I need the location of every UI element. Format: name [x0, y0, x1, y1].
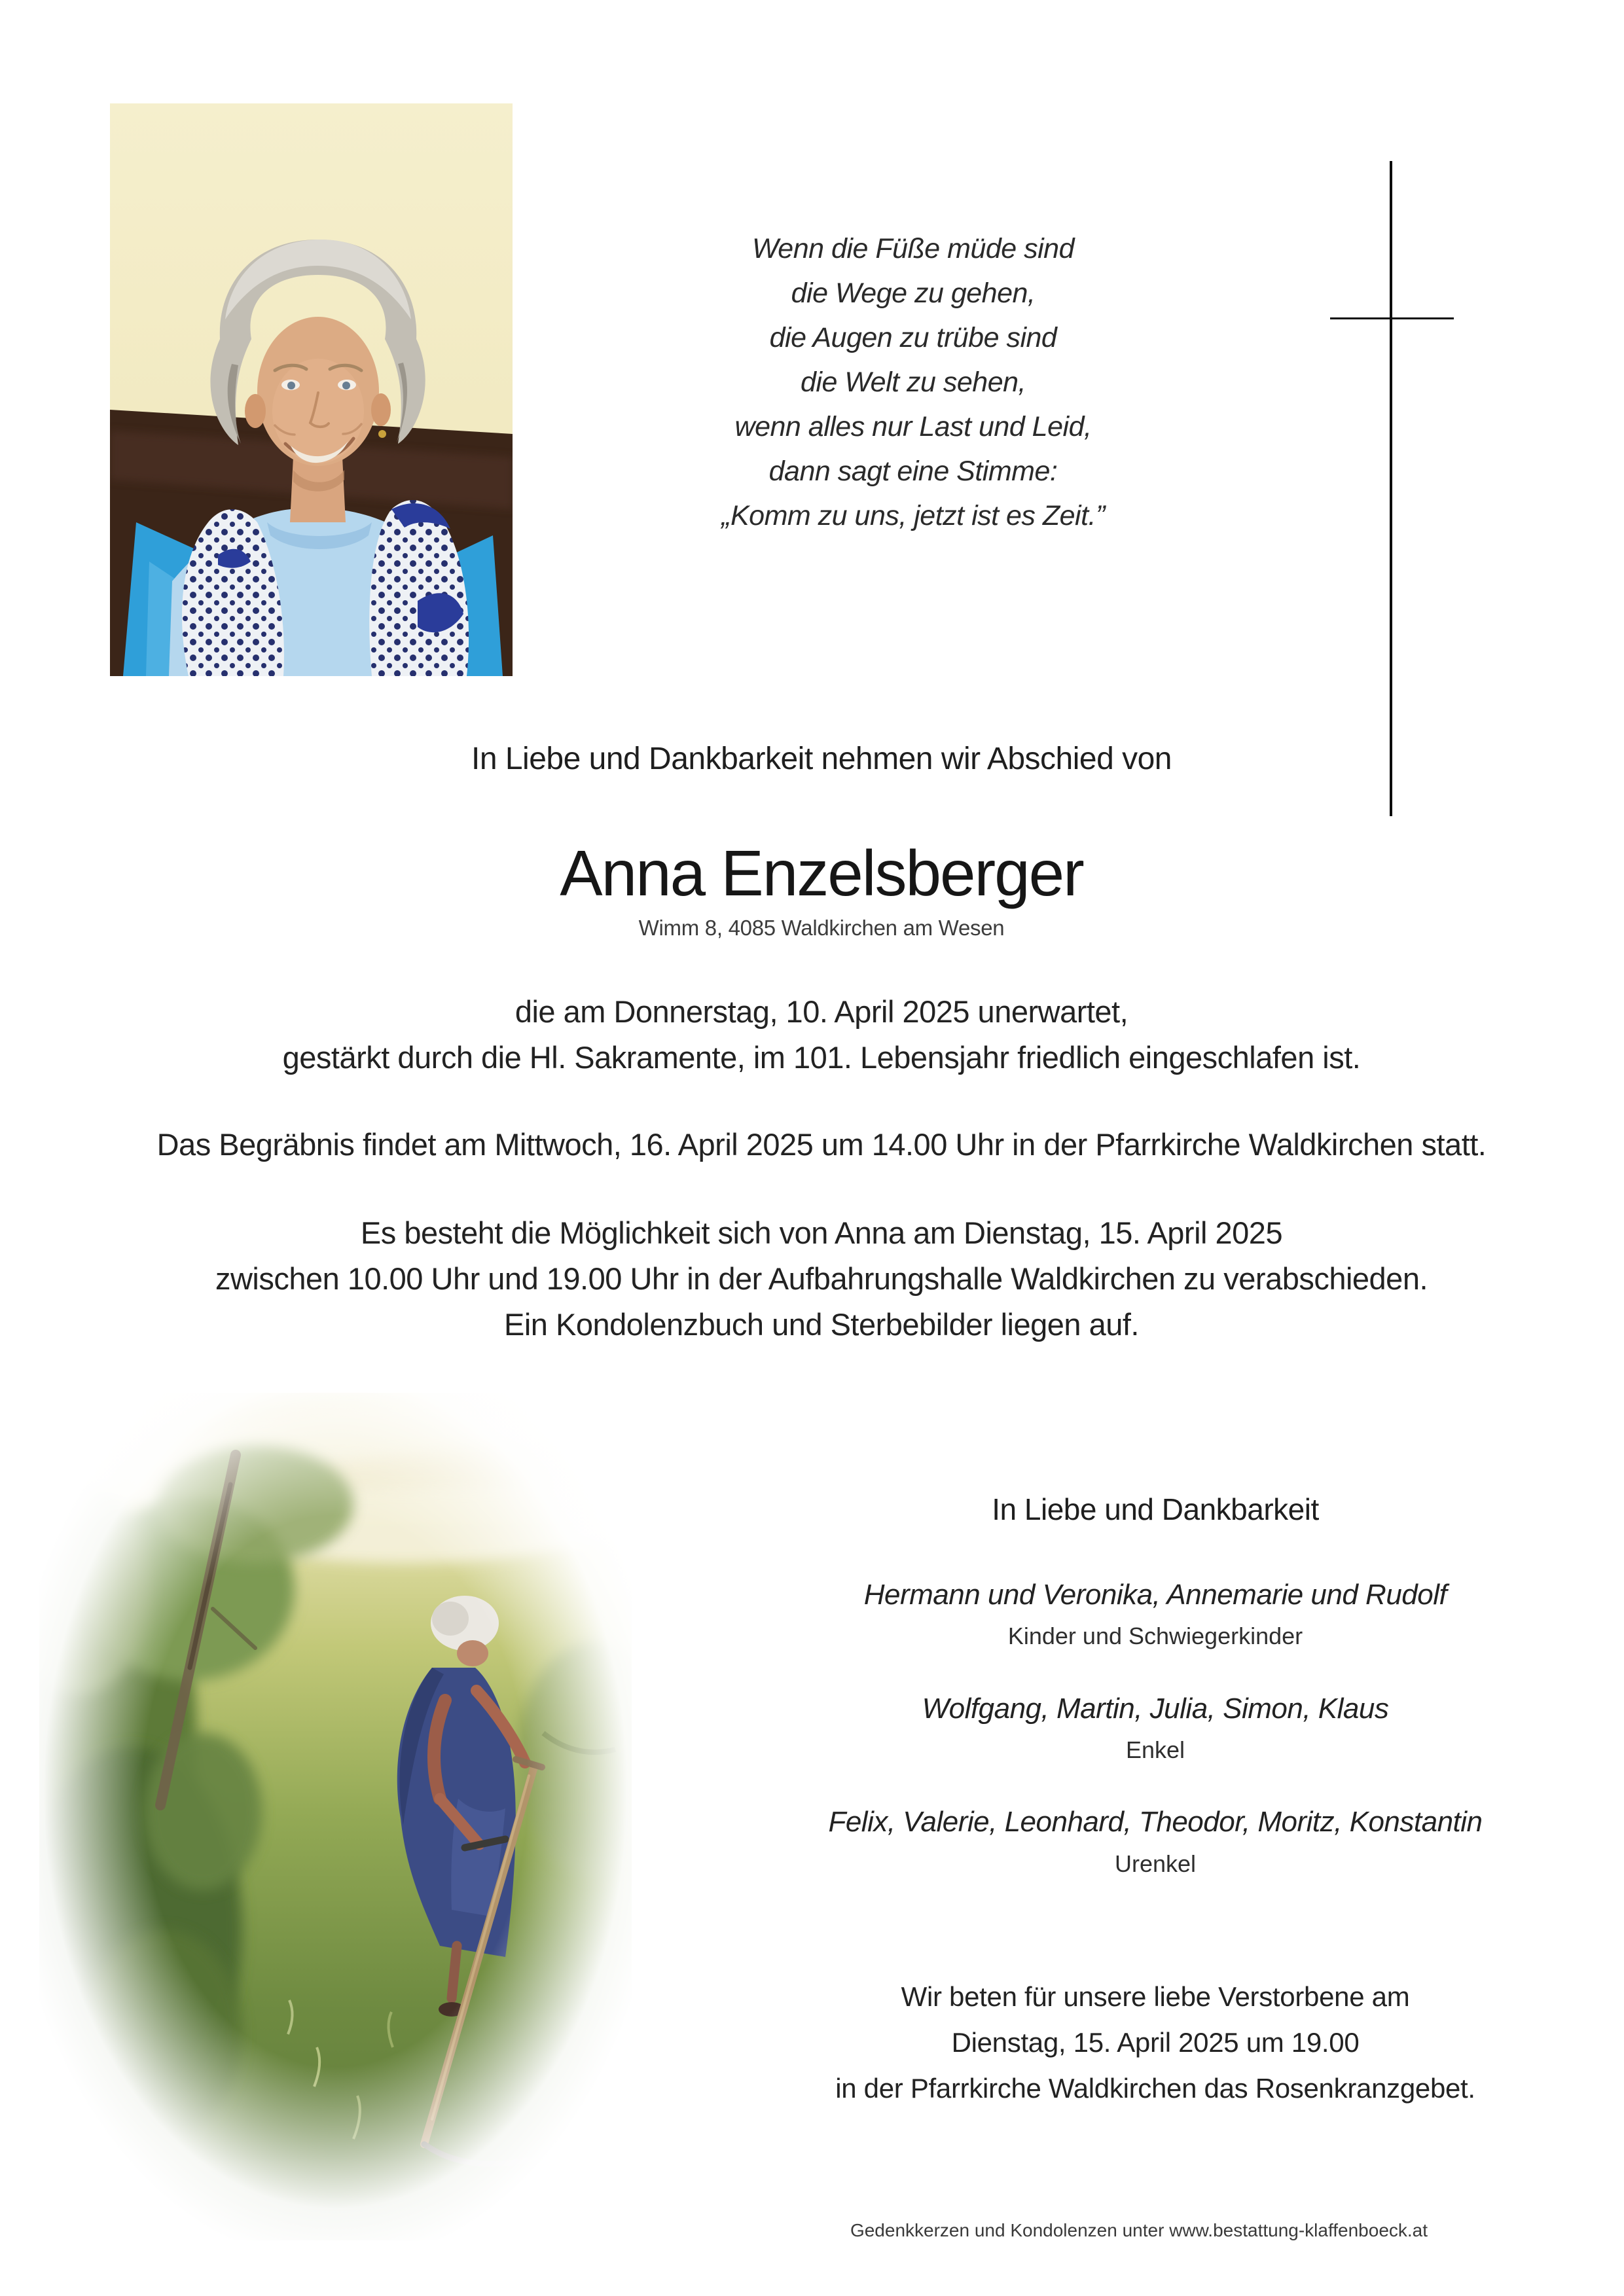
condolence-footer: Gedenkkerzen und Kondolenzen unter www.bestattung-klaffenboeck.at [850, 2220, 1428, 2240]
farewell-intro: In Liebe und Dankbarkeit nehmen wir Abschied von [471, 742, 1172, 776]
poem-line: die Welt zu sehen, [801, 367, 1026, 398]
cross-horizontal-bar [1330, 317, 1454, 319]
rosary-line: Dienstag, 15. April 2025 um 19.00 [951, 2027, 1360, 2058]
family-heading: In Liebe und Dankbarkeit [992, 1492, 1319, 1526]
poem-line: die Augen zu trübe sind [769, 322, 1057, 353]
cross-vertical-bar [1390, 161, 1392, 816]
death-line: gestärkt durch die Hl. Sakramente, im 101. Lebensjahr friedlich eingeschlafen ist. [282, 1040, 1361, 1075]
poem-line: „Komm zu uns, jetzt ist es Zeit.” [721, 500, 1105, 531]
family-group-relation: Enkel [1125, 1736, 1185, 1763]
funeral-paragraph [20, 1122, 1623, 1168]
poem-line: die Wege zu gehen, [791, 278, 1036, 309]
family-group-names: Wolfgang, Martin, Julia, Simon, Klaus [922, 1693, 1389, 1725]
portrait-photo-graphic [110, 103, 513, 676]
portrait-photo [110, 103, 513, 676]
family-group-names: Hermann und Veronika, Annemarie und Rudolf [863, 1579, 1447, 1611]
family-group-relation: Urenkel [1114, 1850, 1197, 1877]
rosary-line: Wir beten für unsere liebe Verstorbene am [901, 1981, 1410, 2012]
poem [622, 226, 1204, 538]
meadow-photo-graphic [39, 1393, 632, 2240]
farewell-line: zwischen 10.00 Uhr und 19.00 Uhr in der Aufbahrungshalle Waldkirchen zu verabschieden. [215, 1261, 1428, 1296]
meadow-photo [39, 1393, 632, 2240]
death-line: die am Donnerstag, 10. April 2025 unerwartet, [514, 994, 1128, 1029]
poem-line: dann sagt eine Stimme: [768, 456, 1058, 487]
family-group-relation: Kinder und Schwiegerkinder [1007, 1623, 1303, 1649]
deceased-address: Wimm 8, 4085 Waldkirchen am Wesen [638, 916, 1005, 940]
rosary-paragraph [687, 1974, 1623, 2111]
death-paragraph [20, 989, 1623, 1081]
poem-line: Wenn die Füße müde sind [751, 233, 1075, 264]
deceased-name: Anna Enzelsberger [560, 837, 1083, 909]
farewell-line: Es besteht die Möglichkeit sich von Anna am Dienstag, 15. April 2025 [360, 1215, 1283, 1250]
poem-line: wenn alles nur Last und Leid, [734, 411, 1092, 442]
funeral-line: Das Begräbnis findet am Mittwoch, 16. April 2025 um 14.00 Uhr in der Pfarrkirche Waldkirchen statt. [156, 1127, 1487, 1162]
farewell-paragraph [20, 1210, 1623, 1348]
family-group-names: Felix, Valerie, Leonhard, Theodor, Moritz, Konstantin [828, 1806, 1483, 1838]
rosary-line: in der Pfarrkirche Waldkirchen das Rosenkranzgebet. [835, 2073, 1475, 2104]
farewell-line: Ein Kondolenzbuch und Sterbebilder liegen auf. [504, 1307, 1139, 1342]
